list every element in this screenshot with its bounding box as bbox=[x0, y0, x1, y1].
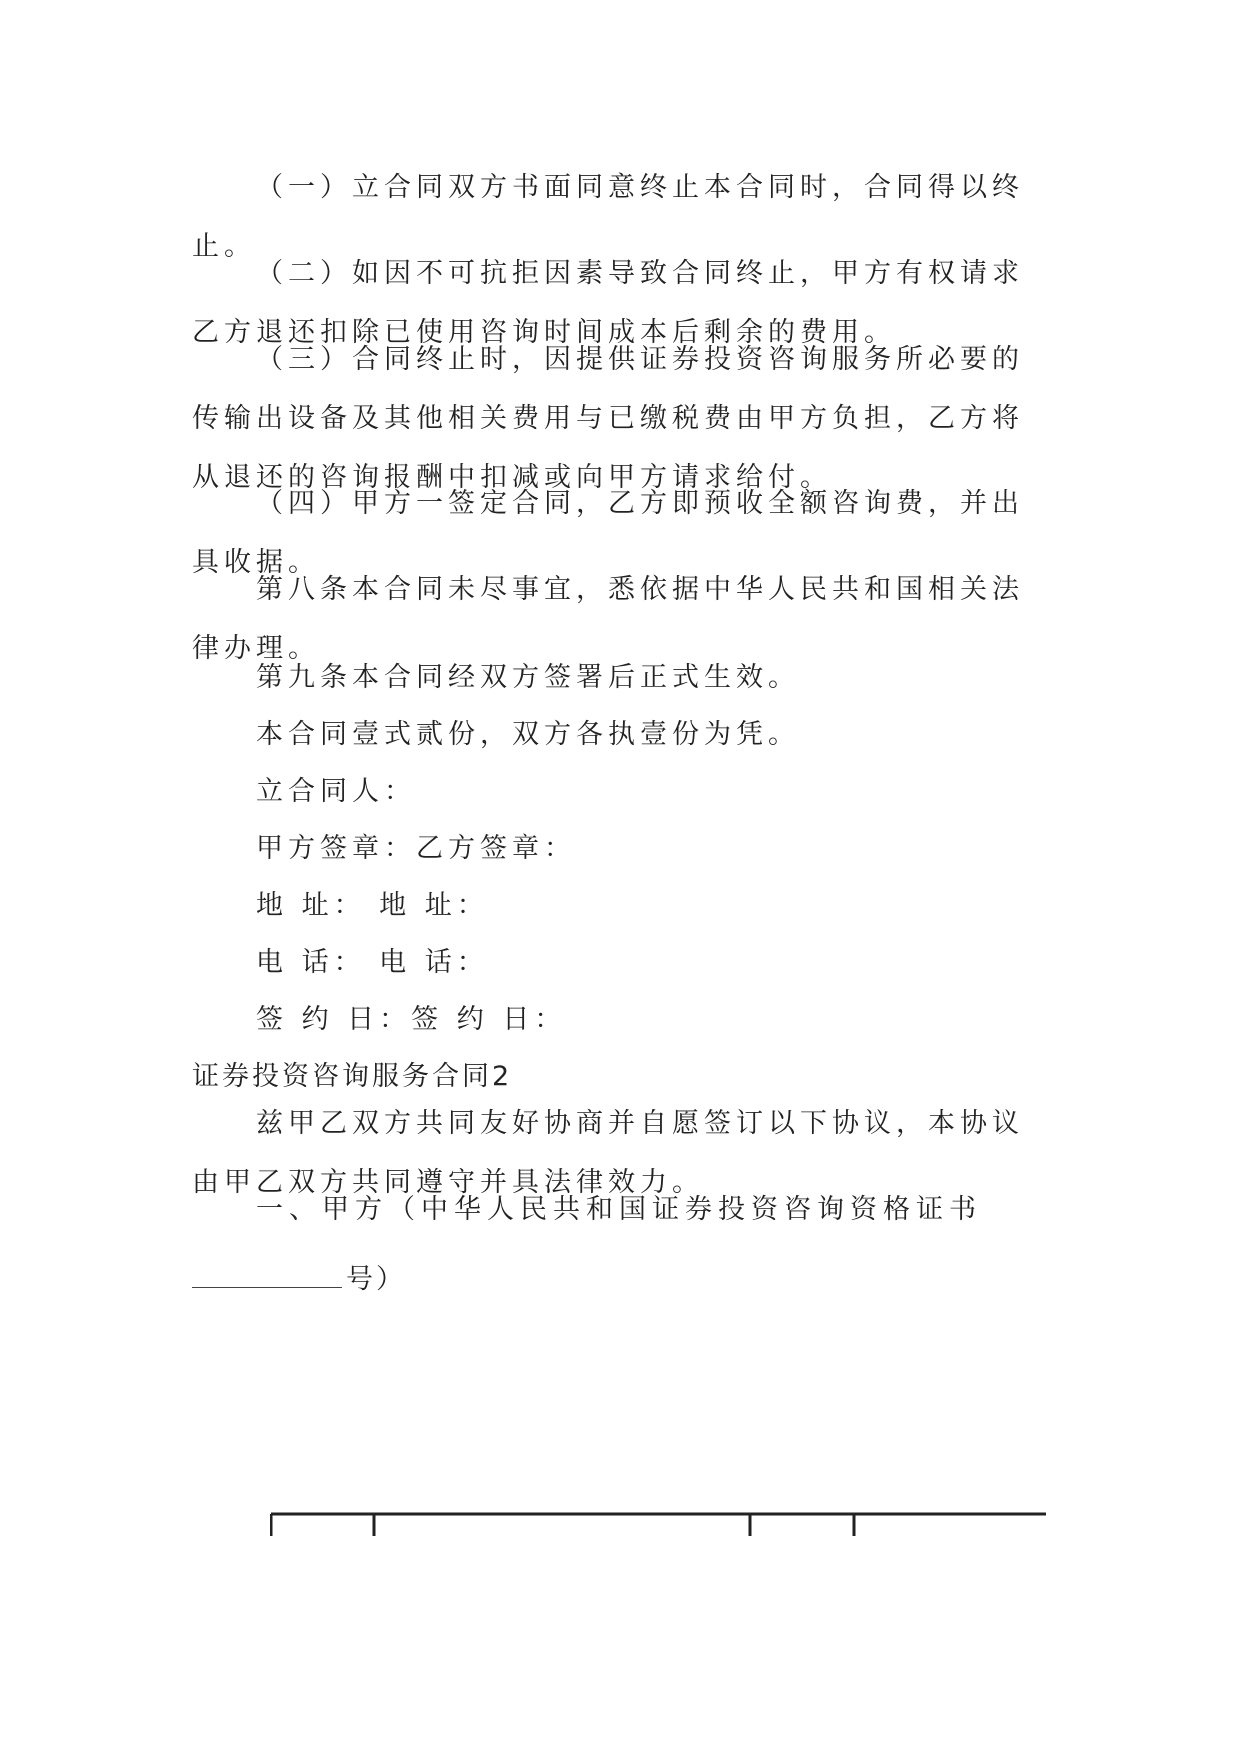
line-phone: 电 话： 电 话： bbox=[256, 947, 489, 978]
certificate-number-suffix: 号） bbox=[346, 1264, 406, 1295]
paragraph-termination-2: （二）如因不可抗拒因素导致合同终止，甲方有权请求乙方退还扣除已使用咨询时间成本后剩余的费用。 bbox=[192, 258, 1024, 348]
line-address: 地 址： 地 址： bbox=[256, 890, 489, 921]
section-title: 证券投资咨询服务合同2 bbox=[192, 1061, 513, 1092]
section-intro: 兹甲乙双方共同友好协商并自愿签订以下协议，本协议由甲乙双方共同遵守并具法律效力。 bbox=[192, 1108, 1024, 1198]
line-article-9: 第九条本合同经双方签署后正式生效。 bbox=[256, 662, 800, 693]
certificate-number-blank bbox=[192, 1259, 342, 1288]
paragraph-termination-1: （一）立合同双方书面同意终止本合同时，合同得以终止。 bbox=[192, 172, 1024, 262]
line-signatures: 甲方签章：乙方签章： bbox=[256, 833, 576, 864]
line-sign-date: 签 约 日：签 约 日： bbox=[256, 1004, 567, 1035]
paragraph-termination-4: （四）甲方一签定合同，乙方即预收全额咨询费，并出具收据。 bbox=[192, 488, 1024, 578]
party-a-clause: 一、甲方（中华人民共和国证券投资咨询资格证书 bbox=[256, 1194, 982, 1225]
line-contracting-parties: 立合同人： bbox=[256, 776, 416, 807]
party-a-certificate-line bbox=[192, 1259, 406, 1300]
paragraph-termination-3: （三）合同终止时，因提供证券投资咨询服务所必要的传输出设备及其他相关费用与已缴税费由甲方负担，乙方将从退还的咨询报酬中扣减或向甲方请求给付。 bbox=[192, 344, 1024, 493]
table-top-border bbox=[270, 1510, 1046, 1540]
line-copies: 本合同壹式贰份，双方各执壹份为凭。 bbox=[256, 719, 800, 750]
paragraph-article-8: 第八条本合同未尽事宜，悉依据中华人民共和国相关法律办理。 bbox=[192, 574, 1024, 664]
